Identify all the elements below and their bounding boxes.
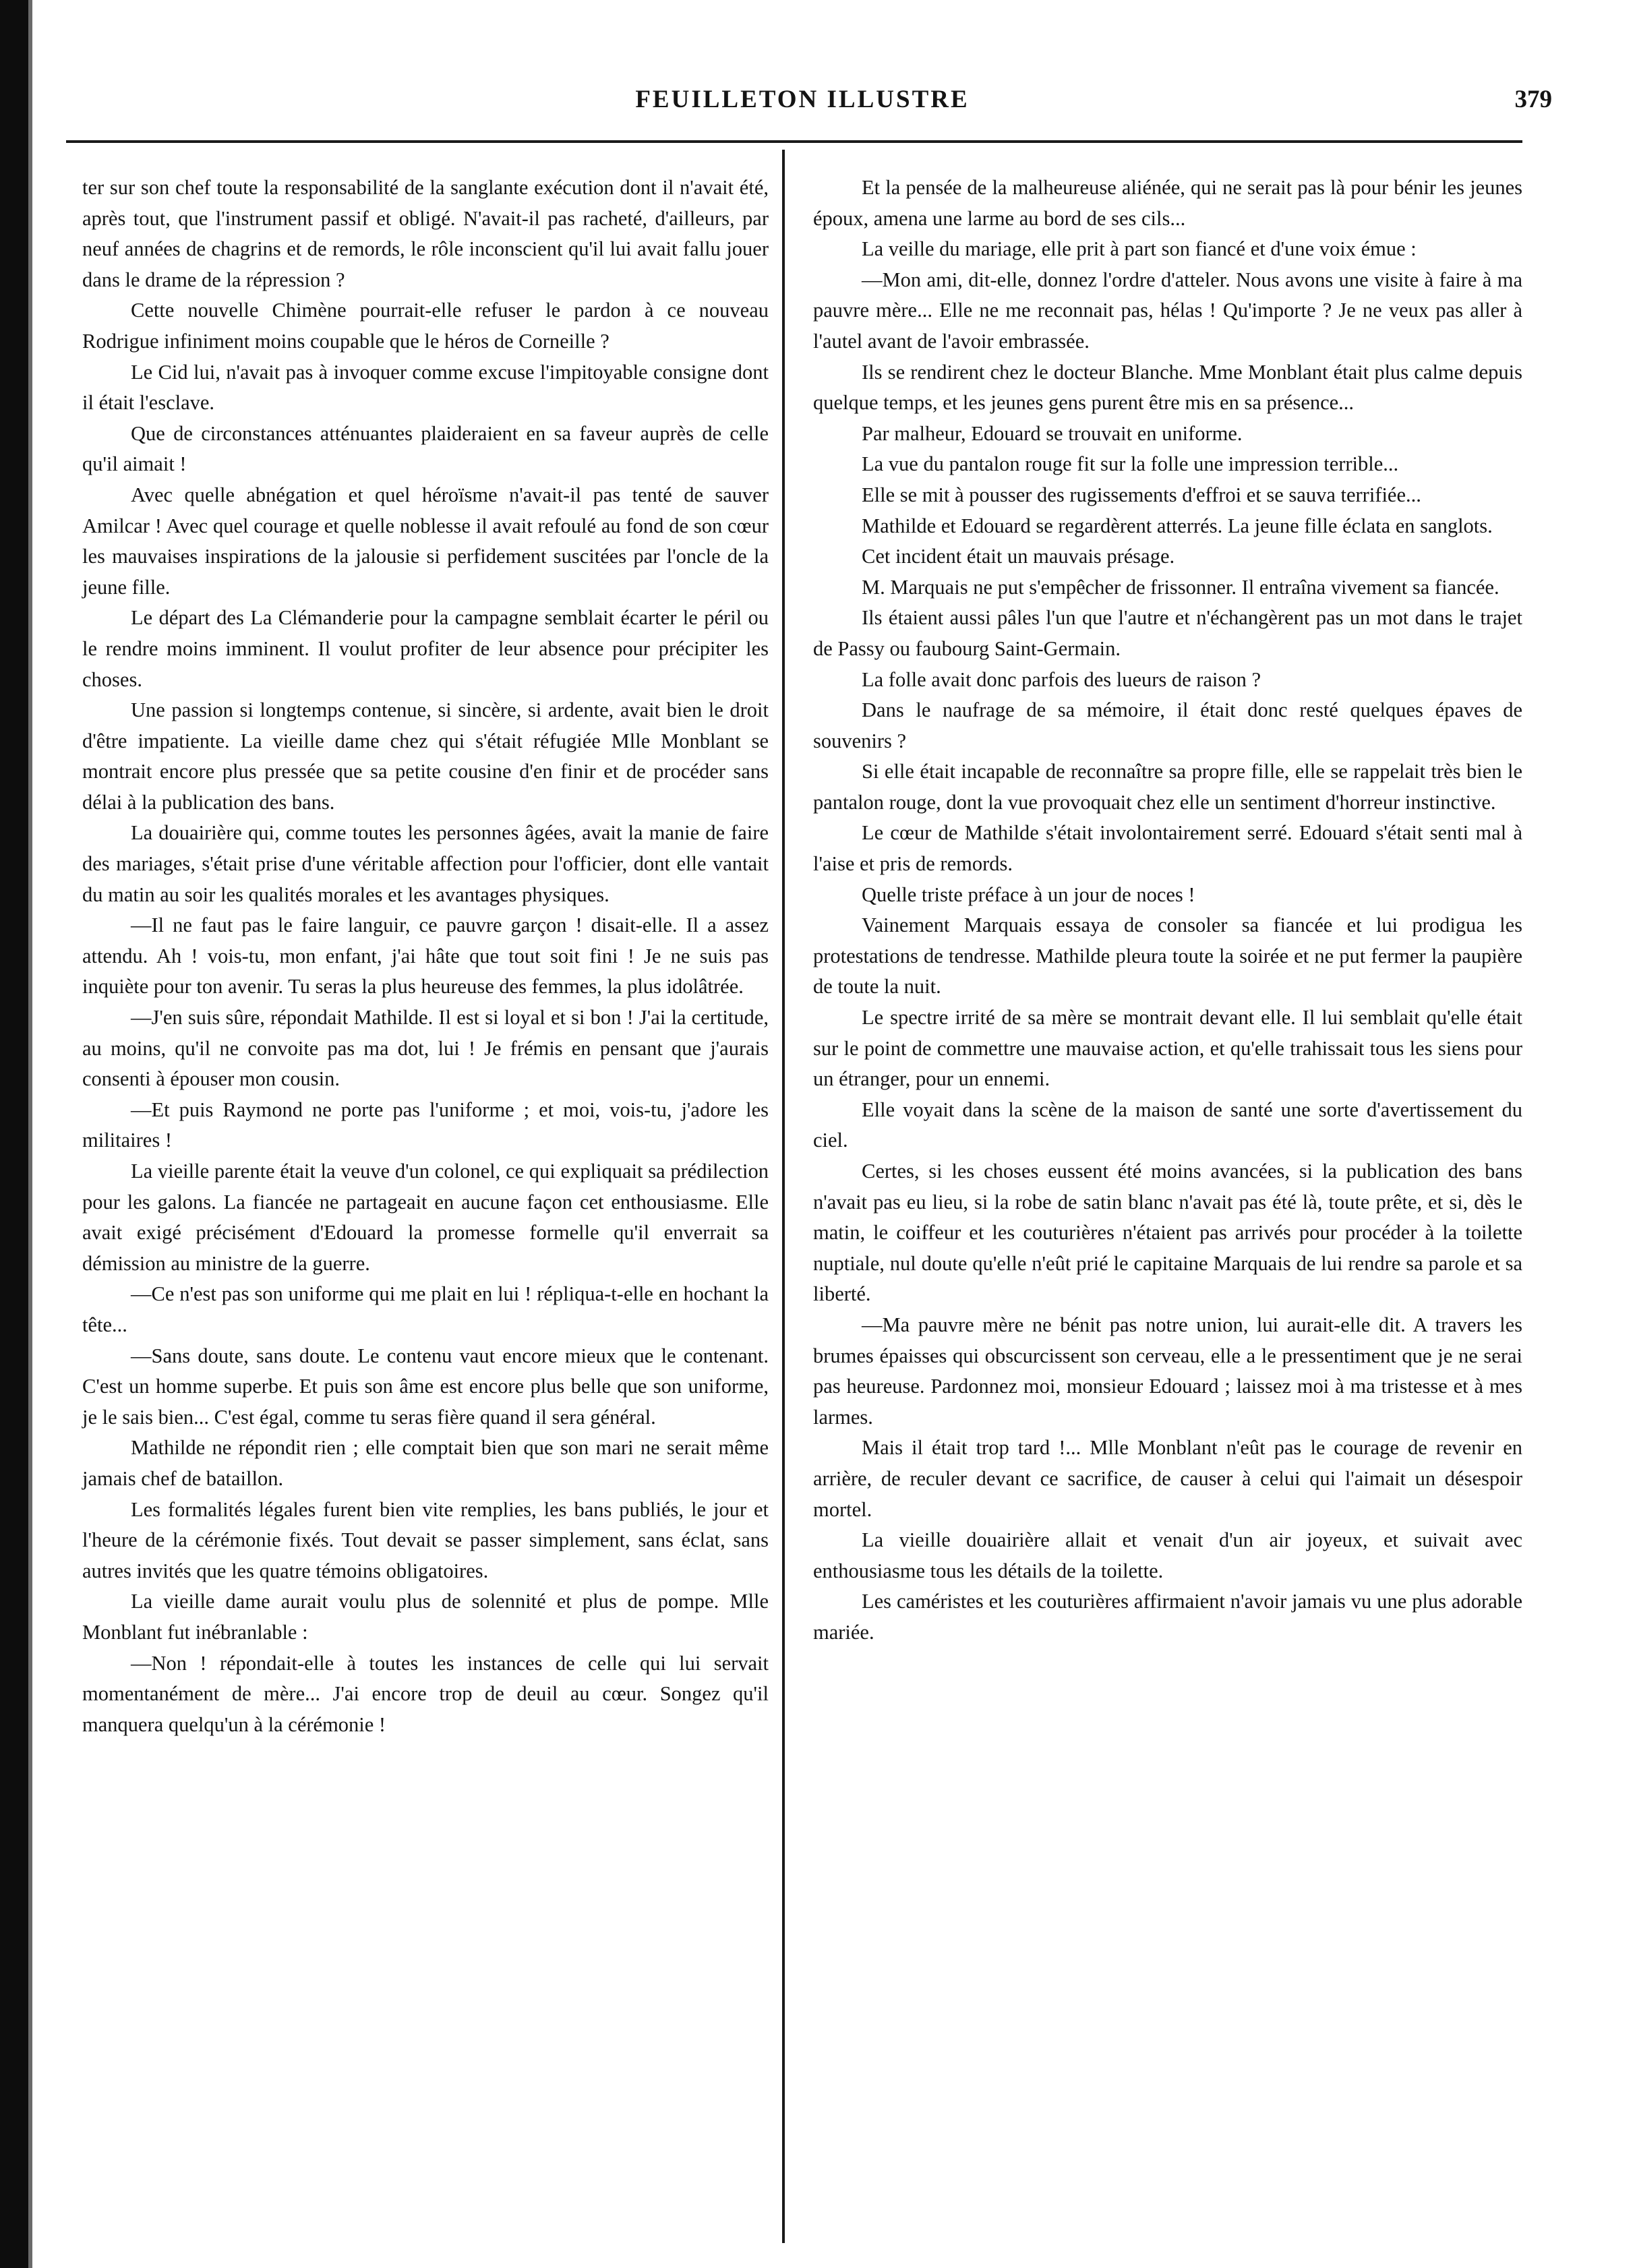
paragraph: —Mon ami, dit-elle, donnez l'ordre d'atteler. Nous avons une visite à faire à ma pauvre mère... Elle ne me reconnait pas, hélas ! Qu'importe ? Je ne veux pas aller à l'autel avant de l'avoir embrassée. xyxy=(813,268,1522,353)
paragraph: Que de circonstances atténuantes plaideraient en sa faveur auprès de celle qu'il aimait ! xyxy=(82,421,769,476)
header-title: FEUILLETON ILLUSTRE xyxy=(635,86,970,113)
left-column xyxy=(82,173,769,1740)
column-divider xyxy=(782,150,785,2243)
paragraph: Par malheur, Edouard se trouvait en uniforme. xyxy=(862,421,1243,445)
paragraph: Une passion si longtemps contenue, si sincère, si ardente, avait bien le droit d'être impatiente. La vieille dame chez qui s'était réfugiée Mlle Monblant se montrait encore plus pressée que sa petite cousine d'en finir et de procéder sans délai à la publication des bans. xyxy=(82,698,769,814)
paragraph: Et la pensée de la malheureuse aliénée, qui ne serait pas là pour bénir les jeunes époux, amena une larme au bord de ses cils... xyxy=(813,176,1522,230)
paragraph: Le cœur de Mathilde s'était involontairement serré. Edouard s'était senti mal à l'aise et pris de remords. xyxy=(813,821,1522,876)
paragraph: Avec quelle abnégation et quel héroïsme n'avait-il pas tenté de sauver Amilcar ! Avec quel courage et quelle noblesse il avait refoulé au fond de son cœur les mauvaises inspirations de la jalousie si perfidement suscitées par l'oncle de la jeune fille. xyxy=(82,483,769,599)
paragraph: Si elle était incapable de reconnaître sa propre fille, elle se rappelait très bien le pantalon rouge, dont la vue provoquait chez elle un sentiment d'horreur instinctive. xyxy=(813,760,1522,814)
paragraph: La douairière qui, comme toutes les personnes âgées, avait la manie de faire des mariages, s'était prise d'une véritable affection pour l'officier, dont elle vantait du matin au soir les qualités morales et les avantages physiques. xyxy=(82,821,769,906)
paragraph: Cet incident était un mauvais présage. xyxy=(862,545,1175,568)
page-binding-edge xyxy=(0,0,28,2268)
paragraph: —Il ne faut pas le faire languir, ce pauvre garçon ! disait-elle. Il a assez attendu. Ah ! vois-tu, mon enfant, j'ai hâte que tout soit fini ! Je ne suis pas inquiète pour ton avenir. Tu seras la plus heureuse des femmes, la plus idolâtrée. xyxy=(82,914,769,998)
paragraph: Certes, si les choses eussent été moins avancées, si la publication des bans n'avait pas eu lieu, si la robe de satin blanc n'avait pas été là, toute prête, et si, dès le matin, le coiffeur et les couturières n'étaient pas arrivés pour procéder à la toilette nuptiale, nul doute qu'elle n'eût prié le capitaine Marquais de lui rendre sa parole et sa liberté. xyxy=(813,1160,1522,1306)
paragraph: Ils étaient aussi pâles l'un que l'autre et n'échangèrent pas un mot dans le trajet de Passy ou faubourg Saint-Germain. xyxy=(813,606,1522,660)
paragraph: La vieille dame aurait voulu plus de solennité et plus de pompe. Mlle Monblant fut inébranlable : xyxy=(82,1590,769,1644)
paragraph: Mathilde et Edouard se regardèrent atterrés. La jeune fille éclata en sanglots. xyxy=(862,514,1493,537)
page-number: 379 xyxy=(1514,86,1552,113)
right-column xyxy=(813,173,1522,1648)
paragraph: Le départ des La Clémanderie pour la campagne semblait écarter le péril ou le rendre moins imminent. Il voulut profiter de leur absence pour précipiter les choses. xyxy=(82,606,769,691)
paragraph: Cette nouvelle Chimène pourrait-elle refuser le pardon à ce nouveau Rodrigue infiniment moins coupable que le héros de Corneille ? xyxy=(82,299,769,353)
header-rule xyxy=(66,140,1522,143)
paragraph: Mathilde ne répondit rien ; elle comptait bien que son mari ne serait même jamais chef de bataillon. xyxy=(82,1436,769,1490)
paragraph: —Non ! répondait-elle à toutes les instances de celle qui lui servait momentanément de mère... J'ai encore trop de deuil au cœur. Songez qu'il manquera quelqu'un à la cérémonie ! xyxy=(82,1651,769,1736)
page-binding-shadow xyxy=(28,0,32,2268)
paragraph: Le spectre irrité de sa mère se montrait devant elle. Il lui semblait qu'elle était sur le point de commettre une mauvaise action, et qu'elle trahissait tous les siens pour un étranger, pour un ennemi. xyxy=(813,1006,1522,1091)
paragraph: Elle voyait dans la scène de la maison de santé une sorte d'avertissement du ciel. xyxy=(813,1098,1522,1152)
paragraph: La vue du pantalon rouge fit sur la folle une impression terrible... xyxy=(862,452,1399,476)
paragraph: —Et puis Raymond ne porte pas l'uniforme ; et moi, vois-tu, j'adore les militaires ! xyxy=(82,1098,769,1152)
paragraph: Le Cid lui, n'avait pas à invoquer comme excuse l'impitoyable consigne dont il était l'esclave. xyxy=(82,360,769,415)
paragraph: Mais il était trop tard !... Mlle Monblant n'eût pas le courage de revenir en arrière, de reculer devant ce sacrifice, de causer à celui qui l'aimait un désespoir mortel. xyxy=(813,1436,1522,1521)
paragraph: La folle avait donc parfois des lueurs de raison ? xyxy=(862,667,1261,691)
paragraph: Quelle triste préface à un jour de noces ! xyxy=(862,883,1195,906)
paragraph: La vieille douairière allait et venait d'un air joyeux, et suivait avec enthousiasme tous les détails de la toilette. xyxy=(813,1528,1522,1582)
paragraph: La veille du mariage, elle prit à part son fiancé et d'une voix émue : xyxy=(862,237,1417,261)
paragraph: Vainement Marquais essaya de consoler sa fiancée et lui prodigua les protestations de tendresse. Mathilde pleura toute la soirée et ne put fermer la paupière de toute la nuit. xyxy=(813,914,1522,998)
paragraph: —Ce n'est pas son uniforme qui me plait en lui ! répliqua-t-elle en hochant la tête... xyxy=(82,1282,769,1336)
paragraph: Elle se mit à pousser des rugissements d'effroi et se sauva terrifiée... xyxy=(862,483,1421,506)
paragraph: —J'en suis sûre, répondait Mathilde. Il est si loyal et si bon ! J'ai la certitude, au moins, qu'il ne convoite pas ma dot, lui ! Je frémis en pensant que j'aurais consenti à épouser mon cousin. xyxy=(82,1006,769,1091)
running-header xyxy=(40,85,1564,132)
paragraph: —Ma pauvre mère ne bénit pas notre union, lui aurait-elle dit. A travers les brumes épaisses qui obscurcissent son cerveau, elle a le pressentiment que je ne serai pas heureuse. Pardonnez moi, monsieur Edouard ; laissez moi à ma tristesse et à mes larmes. xyxy=(813,1313,1522,1429)
paragraph: ter sur son chef toute la responsabilité de la sanglante exécution dont il n'avait été, après tout, que l'instrument passif et obligé. N'avait-il pas racheté, d'ailleurs, par neuf années de chagrins et de remords, le rôle inconscient qu'il lui avait fallu jouer dans le drame de la répression ? xyxy=(82,176,769,291)
paragraph: Les caméristes et les couturières affirmaient n'avoir jamais vu une plus adorable mariée. xyxy=(813,1590,1522,1644)
paragraph: La vieille parente était la veuve d'un colonel, ce qui expliquait sa prédilection pour les galons. La fiancée ne partageait en aucune façon cet enthousiasme. Elle avait exigé précisément d'Edouard la promesse formelle qu'il enverrait sa démission au ministre de la guerre. xyxy=(82,1160,769,1275)
paragraph: Dans le naufrage de sa mémoire, il était donc resté quelques épaves de souvenirs ? xyxy=(813,698,1522,752)
paragraph: —Sans doute, sans doute. Le contenu vaut encore mieux que le contenant. C'est un homme superbe. Et puis son âme est encore plus belle que son uniforme, je le sais bien... C'est égal, comme tu seras fière quand il sera général. xyxy=(82,1344,769,1429)
paragraph: M. Marquais ne put s'empêcher de frissonner. Il entraîna vivement sa fiancée. xyxy=(862,575,1499,599)
paragraph: Ils se rendirent chez le docteur Blanche. Mme Monblant était plus calme depuis quelque temps, et les jeunes gens purent être mis en sa présence... xyxy=(813,360,1522,415)
paragraph: Les formalités légales furent bien vite remplies, les bans publiés, le jour et l'heure de la cérémonie fixés. Tout devait se passer simplement, sans éclat, sans autres invités que les quatre témoins obligatoires. xyxy=(82,1497,769,1582)
